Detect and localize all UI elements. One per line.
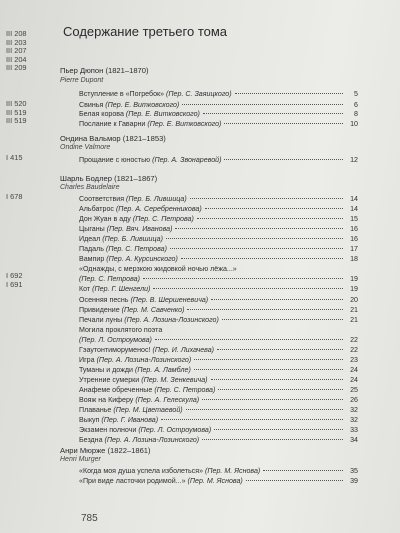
leader-dots [155, 339, 343, 340]
rail-ref: III 519 [6, 107, 27, 117]
entry-title: Идеал [79, 235, 101, 244]
entry-page: 20 [350, 295, 358, 304]
rail-ref: I 678 [6, 192, 23, 201]
entry-translator: (Пер. Г. Иванова) [101, 416, 159, 425]
toc-entry[interactable] [79, 225, 358, 233]
author-name: Ондина Вальмор (1821–1853) [60, 134, 166, 143]
entry-title: Печали луны [79, 315, 123, 324]
entry-title: Плаванье [79, 406, 112, 415]
rail-ref: I 691 [6, 279, 23, 289]
leader-dots [222, 319, 343, 320]
toc-entry[interactable] [79, 406, 358, 414]
entry-translator: (Пер. С. Петрова) [79, 275, 140, 284]
leader-dots [224, 123, 343, 124]
entry-title: Игра [79, 355, 95, 364]
entry-translator: (Пер. А. Ламбле) [134, 365, 191, 374]
leader-dots [175, 228, 343, 229]
leader-dots [202, 399, 343, 400]
entry-page: 33 [350, 426, 358, 435]
entry-translator: (Пер. С. Петрова) [132, 215, 194, 224]
toc-entry[interactable] [79, 205, 358, 213]
leader-dots [224, 159, 343, 160]
leader-dots [194, 359, 343, 360]
leader-dots [190, 198, 343, 199]
toc-entry[interactable] [79, 426, 358, 434]
entry-page: 19 [350, 275, 358, 284]
entry-page: 22 [350, 345, 358, 354]
entry-page: 32 [350, 406, 358, 415]
entry-page: 5 [354, 90, 358, 98]
entry-translator: (Пер. Е. Витковского) [147, 120, 222, 128]
entry-page: 25 [350, 385, 358, 394]
leader-dots [211, 379, 343, 380]
entry-page: 19 [350, 285, 358, 294]
entry-translator: (Пер. М. Савченко) [121, 305, 185, 314]
entry-title: Осенняя песнь [79, 295, 129, 304]
entry-page: 23 [350, 355, 358, 364]
rail-group-valmore [6, 154, 22, 163]
page-title: Содержание третьего тома [63, 24, 228, 39]
entry-title: Гэаутонтиморуменос! [79, 345, 151, 354]
leader-dots [186, 409, 343, 410]
entry-page: 24 [350, 375, 358, 384]
entry-title: Свинья [79, 101, 104, 109]
entry-page: 15 [350, 215, 358, 224]
leader-dots [182, 104, 343, 105]
rail-ref: III 204 [6, 54, 27, 64]
leader-dots [170, 248, 343, 249]
entry-page: 17 [350, 245, 358, 254]
rail-ref: III 208 [6, 29, 27, 38]
entry-page: 26 [350, 396, 358, 404]
toc-entry[interactable] [79, 376, 358, 384]
entry-title: Белая корова [79, 110, 124, 118]
entry-title: «При виде ласточки родимой...» [79, 477, 186, 485]
entry-translator: (Пер. С. Заяицкого) [166, 90, 232, 98]
entry-page: 32 [350, 416, 358, 425]
entry-translator: (Пер. И. Лихачева) [152, 345, 215, 354]
entry-translator: (Пер. Л. Остроумова) [138, 426, 212, 435]
entry-title: Послание к Гаварни [79, 120, 146, 128]
entry-translator: (Пер. Е. Витковского) [105, 101, 180, 109]
toc-entry[interactable] [79, 156, 358, 164]
entry-page: 16 [350, 225, 358, 234]
leader-dots [246, 480, 343, 481]
entry-title: Кот [79, 285, 91, 294]
entry-translator: (Пер. А. Лозина-Лозинского) [96, 355, 192, 364]
entry-translator: (Пер. Г. Шенгели) [92, 285, 151, 294]
toc-entry[interactable] [79, 436, 358, 444]
leader-dots [217, 349, 343, 350]
toc-entry[interactable] [79, 235, 358, 243]
entry-page: 35 [350, 467, 358, 475]
rail-group-baudelaire-2 [6, 272, 22, 289]
toc-entry[interactable] [79, 477, 358, 485]
leader-dots [205, 208, 343, 209]
toc-entry[interactable] [79, 316, 358, 324]
toc-entry[interactable] [79, 467, 358, 475]
entry-title: Прощание с юностью [79, 156, 151, 164]
author-latin-name: Ondine Valmore [60, 144, 111, 151]
entry-title: Падаль [79, 245, 104, 254]
entry-translator: (Пер. Л. Остроумова) [79, 335, 152, 344]
entry-translator: (Пер. С. Петрова) [105, 245, 167, 254]
entry-page: 24 [350, 365, 358, 374]
entry-page: 14 [350, 195, 358, 203]
entry-title: Вступление в «Погребок» [79, 90, 165, 98]
entry-translator: (Пер. Б. Лившица) [102, 235, 163, 244]
toc-entry[interactable] [79, 245, 358, 253]
toc-entry[interactable] [79, 386, 358, 394]
entry-page: 21 [350, 305, 358, 314]
leader-dots [194, 369, 343, 370]
entry-page: 10 [350, 120, 358, 128]
author-latin-name: Charles Baudelaire [60, 184, 120, 191]
entry-title: Выкуп [79, 416, 100, 425]
toc-entry[interactable] [79, 416, 358, 424]
leader-dots [211, 299, 343, 300]
entry-translator: (Пер. А. Курсинского) [106, 255, 178, 264]
entry-translator: (Пер. А. Серебренникова) [115, 205, 202, 214]
toc-entry[interactable] [79, 336, 358, 344]
toc-entry[interactable] [79, 110, 358, 118]
leader-dots [153, 288, 343, 289]
entry-translator: (Пер. М. Яснова) [205, 467, 261, 475]
rail-group-dupont-2 [6, 100, 27, 126]
author-name: Шарль Бодлер (1821–1867) [60, 174, 158, 183]
entry-page: 12 [350, 156, 358, 164]
entry-title: Туманы и дожди [79, 365, 133, 374]
leader-dots [214, 429, 343, 430]
rail-ref: III 203 [6, 37, 27, 47]
entry-title: Дон Жуан в аду [79, 215, 131, 224]
entry-translator: (Пер. А. Звонаревой) [152, 156, 222, 164]
entry-title: «Однажды, с мерзкою жидовкой ночью лёжа...» [79, 265, 237, 274]
leader-dots [203, 113, 343, 114]
author-name: Анри Мюрже (1822–1861) [60, 446, 151, 455]
leader-dots [166, 238, 343, 239]
entry-title: Альбатрос [79, 205, 114, 214]
leader-dots [197, 218, 343, 219]
toc-entry[interactable] [79, 265, 358, 273]
toc-entry[interactable] [79, 326, 358, 334]
toc-entry[interactable] [79, 90, 358, 98]
entry-translator: (Пер. В. Шершеневича) [130, 295, 209, 304]
toc-entry[interactable] [79, 275, 358, 283]
entry-title: Вампир [79, 255, 105, 264]
entry-title: Бездна [79, 436, 103, 445]
entry-translator: (Пер. Вяч. Иванова) [106, 225, 173, 234]
toc-entry[interactable] [79, 285, 358, 293]
entry-title: Цыганы [79, 225, 105, 234]
entry-title: Привидение [79, 305, 120, 314]
entry-translator: (Пер. А. Лозина-Лозинского) [124, 315, 219, 324]
toc-entry[interactable] [79, 215, 358, 223]
rail-ref: III 519 [6, 116, 27, 125]
entry-translator: (Пер. А. Лозина-Лозинского) [104, 436, 200, 445]
author-latin-name: Henri Murger [60, 456, 101, 463]
entry-translator: (Пер. Е. Витковского) [125, 110, 200, 118]
entry-page: 39 [350, 477, 358, 485]
leader-dots [143, 278, 343, 279]
entry-title: Соответствия [79, 195, 125, 203]
entry-translator: (Пер. А. Гелескула) [135, 396, 200, 404]
entry-translator: (Пер. С. Петрова) [154, 385, 216, 394]
entry-page: 8 [354, 110, 358, 118]
toc-entry[interactable] [79, 101, 358, 109]
entry-title: Утренние сумерки [79, 375, 140, 384]
toc-entry[interactable] [79, 296, 358, 304]
leader-dots [187, 309, 343, 310]
toc-entry[interactable] [79, 255, 358, 263]
entry-title: Могила проклятого поэта [79, 325, 163, 334]
leader-dots [263, 470, 343, 471]
entry-page: 6 [354, 101, 358, 109]
toc-entry[interactable] [79, 346, 358, 354]
rail-group-dupont [6, 30, 27, 73]
entry-page: 18 [350, 255, 358, 264]
entry-translator: (Пер. М. Цветаевой) [113, 406, 183, 415]
author-name: Пьер Дюпон (1821–1870) [60, 66, 149, 75]
toc-entry[interactable] [79, 366, 358, 374]
toc-entry[interactable] [79, 356, 358, 364]
entry-page: 16 [350, 235, 358, 244]
entry-translator: (Пер. Б. Лившица) [126, 195, 187, 203]
leader-dots [181, 258, 343, 259]
entry-translator: (Пер. М. Яснова) [187, 477, 243, 485]
rail-ref: I 415 [6, 153, 23, 162]
entry-page: 22 [350, 335, 358, 344]
entry-page: 14 [350, 205, 358, 214]
rail-ref: III 520 [6, 99, 27, 108]
rail-ref: I 692 [6, 271, 23, 280]
entry-page: 34 [350, 436, 358, 445]
rail-group-baudelaire [6, 193, 22, 202]
entry-title: Анафеме обреченные [79, 385, 153, 394]
entry-translator: (Пер. М. Зенкевича) [141, 375, 208, 384]
toc-entry[interactable] [79, 306, 358, 314]
entry-title: Вояж на Киферу [79, 396, 134, 404]
entry-title: Экзамен полночи [79, 426, 137, 435]
toc-entry[interactable] [79, 195, 358, 203]
rail-ref: III 207 [6, 46, 27, 55]
source-reference-rail [0, 0, 54, 533]
leader-dots [202, 439, 343, 440]
leader-dots [235, 93, 343, 94]
leader-dots [161, 419, 343, 420]
entry-page: 21 [350, 315, 358, 324]
author-latin-name: Pierre Dupont [60, 77, 104, 84]
entry-title: «Когда моя душа успела изболеться» [79, 467, 204, 475]
toc-entry[interactable] [79, 396, 358, 404]
rail-ref: III 209 [6, 63, 27, 72]
page-number: 785 [81, 513, 98, 524]
toc-entry[interactable] [79, 120, 358, 128]
leader-dots [218, 389, 343, 390]
